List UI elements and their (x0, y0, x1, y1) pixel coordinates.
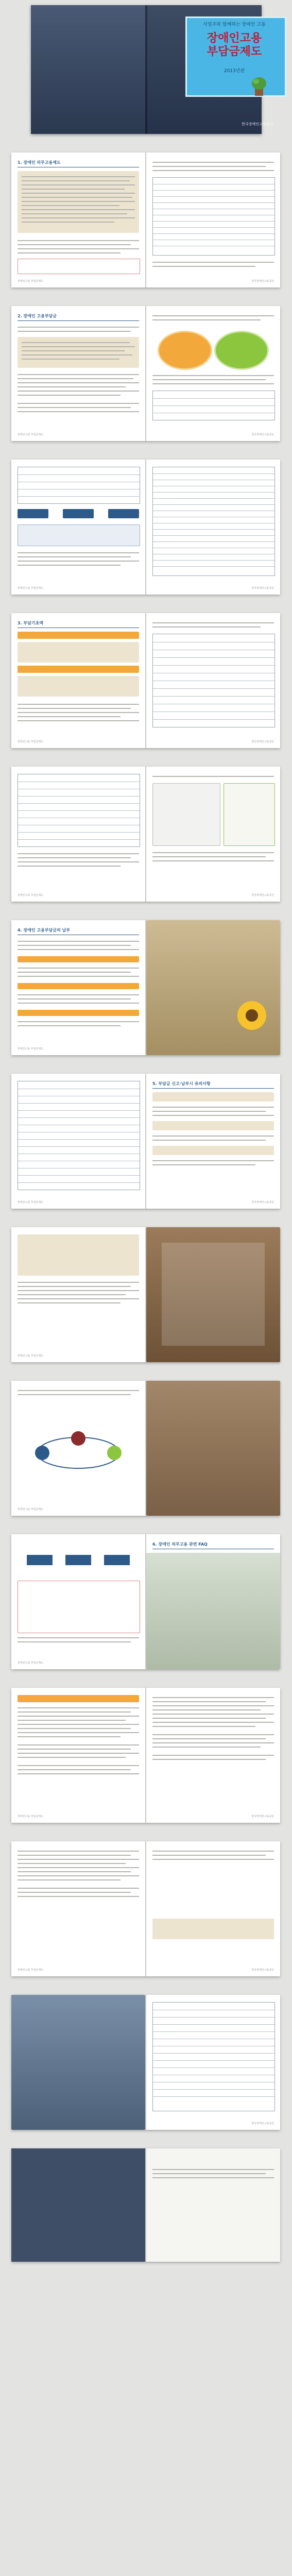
text-line (18, 1855, 131, 1856)
text-line (18, 1294, 126, 1295)
page-footer: 한국장애인고용공단 (251, 433, 274, 436)
cover-edition: 2013년판 (224, 69, 245, 74)
back-cover-inner (146, 2148, 280, 2262)
cover-spread (31, 5, 273, 134)
text-line (152, 1755, 274, 1756)
text-line (152, 2169, 274, 2170)
cover-subtitle: 사업주와 함께하는 장애인 고용 (203, 22, 266, 27)
spread-14 (11, 2148, 280, 2262)
form-sample (152, 783, 220, 846)
spread-8 (11, 1227, 280, 1362)
text-line (18, 1286, 131, 1287)
table-row (18, 810, 140, 811)
spread-11 (11, 1688, 280, 1823)
page-right (146, 1995, 280, 2130)
text-line (18, 720, 139, 721)
text-line (152, 1136, 274, 1137)
content-box (63, 509, 94, 518)
page-footer: 장애인고용 부담금제도 (18, 894, 43, 897)
text-line (18, 1867, 139, 1868)
page-left (11, 1227, 145, 1362)
text-line (18, 1637, 139, 1638)
text-line (22, 350, 125, 351)
text-line (18, 704, 139, 705)
text-line (18, 1875, 139, 1876)
text-line (22, 217, 135, 218)
page-footer: 한국장애인고용공단 (251, 894, 274, 897)
text-line (18, 1749, 131, 1750)
text-line (18, 1773, 139, 1774)
text-line (18, 949, 139, 950)
page-footer: 한국장애인고용공단 (251, 1201, 274, 1204)
text-line (18, 941, 139, 942)
text-line (152, 1111, 266, 1112)
spread-5 (11, 767, 280, 902)
text-line (152, 266, 255, 267)
cover-title (187, 32, 281, 59)
text-line (18, 968, 139, 969)
page-footer: 장애인고용 부담금제도 (18, 1969, 43, 1972)
text-line (18, 1302, 121, 1303)
table-row (18, 1110, 140, 1111)
table-row (153, 696, 274, 697)
section-heading: 6. 장애인 의무고용 관련 FAQ (152, 1541, 274, 1549)
text-line (18, 556, 131, 557)
page-left (11, 1841, 145, 1976)
text-line (152, 622, 274, 623)
table-row (153, 504, 274, 505)
text-line (152, 2177, 274, 2178)
page-left (11, 920, 145, 1055)
table-row (18, 496, 140, 497)
table-row (153, 190, 274, 191)
text-line (18, 391, 139, 392)
spread-12 (11, 1841, 280, 1976)
text-line (152, 1747, 261, 1748)
page-footer: 장애인고용 부담금제도 (18, 1047, 43, 1050)
text-line (22, 359, 119, 360)
text-line (18, 244, 131, 245)
table-row (153, 2096, 274, 2097)
text-line (18, 552, 139, 553)
text-line (18, 1025, 121, 1026)
text-line (152, 1107, 274, 1108)
text-line (152, 1859, 274, 1860)
text-line (152, 1851, 274, 1852)
page-footer: 한국장애인고용공단 (251, 587, 274, 590)
text-line (22, 222, 114, 223)
text-line (152, 1701, 266, 1702)
spread-10 (11, 1534, 280, 1669)
spread-2 (11, 306, 280, 441)
content-box (108, 509, 139, 518)
text-line (18, 976, 139, 977)
page-left (11, 1381, 145, 1516)
text-line (152, 2173, 266, 2174)
page-right (146, 460, 280, 595)
page-right (146, 1688, 280, 1823)
spread-1 (11, 152, 280, 287)
text-line (22, 193, 135, 194)
page-footer: 장애인고용 부담금제도 (18, 587, 43, 590)
text-line (18, 972, 131, 973)
content-box (18, 1234, 139, 1276)
table-row (153, 711, 274, 712)
text-line (152, 170, 274, 171)
plant-icon (247, 73, 271, 97)
text-line (152, 315, 274, 316)
content-box (18, 676, 139, 697)
table-row (153, 492, 274, 493)
page-footer: 장애인고용 부담금제도 (18, 1508, 43, 1511)
text-line (22, 176, 135, 177)
text-line (18, 866, 121, 867)
page-footer: 장애인고용 부담금제도 (18, 280, 43, 283)
page-footer: 한국장애인고용공단 (251, 280, 274, 283)
text-line (18, 716, 121, 717)
text-line (18, 1896, 139, 1897)
text-line (22, 197, 132, 198)
content-box (18, 632, 139, 639)
content-box (18, 1581, 140, 1633)
text-line (18, 565, 121, 566)
text-line (18, 407, 131, 408)
text-line (152, 1709, 261, 1710)
page-left (11, 1074, 145, 1209)
text-line (18, 994, 139, 995)
text-line (152, 1722, 274, 1723)
text-line (18, 1765, 139, 1766)
table-row (153, 719, 274, 720)
table-row (18, 1103, 140, 1104)
text-line (18, 857, 131, 858)
table-row (153, 196, 274, 197)
table-row (153, 405, 274, 406)
spread-13 (11, 1995, 280, 2130)
page-right (146, 1841, 280, 1976)
page-right (146, 1074, 280, 1209)
text-line (18, 403, 139, 404)
text-line (22, 184, 135, 185)
page-right (146, 1534, 280, 1669)
cover-title-line1: 장애인고용 (207, 32, 262, 45)
content-box (152, 1919, 274, 1939)
text-line (152, 319, 261, 320)
cover-spine (145, 5, 147, 134)
text-line (152, 166, 266, 167)
table-row (18, 1117, 140, 1118)
spread-7 (11, 1074, 280, 1209)
text-line (152, 1160, 274, 1161)
page-footer: 한국장애인고용공단 (251, 1815, 274, 1818)
page-footer: 장애인고용 부담금제도 (18, 1662, 43, 1665)
page-left (11, 613, 145, 748)
text-line (152, 1855, 266, 1856)
text-line (152, 379, 266, 380)
table-row (153, 529, 274, 530)
text-line (18, 386, 126, 387)
page-right (146, 306, 280, 441)
content-box (18, 1695, 139, 1702)
table-row (153, 2024, 274, 2025)
text-line (22, 342, 130, 343)
section-heading: 4. 장애인 고용부담금의 납부 (18, 927, 139, 935)
table-row (18, 1182, 140, 1183)
text-line (18, 1394, 131, 1395)
text-line (18, 248, 139, 249)
text-line (18, 1888, 139, 1889)
text-line (152, 856, 266, 857)
page-footer: 장애인고용 부담금제도 (18, 1815, 43, 1818)
note-box (18, 259, 140, 274)
text-line (152, 1759, 266, 1760)
spread-4 (11, 613, 280, 748)
text-line (18, 1298, 139, 1299)
page-left (11, 767, 145, 902)
text-line (18, 374, 139, 375)
orange-callout (158, 331, 212, 370)
text-line (152, 383, 274, 384)
text-line (152, 1164, 255, 1165)
table-row (153, 2060, 274, 2061)
table-row (153, 541, 274, 542)
text-line (152, 1718, 266, 1719)
text-line (18, 998, 131, 999)
text-line (18, 1720, 126, 1721)
text-line (18, 395, 121, 396)
table-row (153, 2067, 274, 2068)
green-callout (214, 331, 269, 370)
text-line (22, 213, 127, 214)
text-line (152, 626, 261, 628)
text-line (18, 252, 121, 253)
sunflower-icon (234, 997, 270, 1033)
text-line (18, 1711, 131, 1713)
text-line (18, 240, 139, 241)
table-row (18, 474, 140, 475)
table-row (153, 221, 274, 222)
page-left (11, 460, 145, 595)
text-line (18, 1728, 131, 1729)
text-line (152, 262, 274, 263)
text-line (18, 378, 133, 379)
photo-background (146, 920, 280, 1055)
data-table (152, 634, 275, 727)
table-row (18, 1175, 140, 1176)
section-heading: 5. 부담금 신고·납부시 유의사항 (152, 1081, 274, 1089)
text-line (22, 189, 125, 190)
page-footer: 한국장애인고용공단 (251, 2122, 274, 2125)
table-row (18, 1139, 140, 1140)
content-box (18, 1010, 139, 1016)
spread-9 (11, 1381, 280, 1516)
table-row (153, 2017, 274, 2018)
text-line (18, 1003, 139, 1004)
text-line (18, 1859, 139, 1860)
content-box (18, 956, 139, 962)
back-cover (11, 2148, 145, 2262)
text-line (18, 1757, 126, 1758)
table-row (153, 535, 274, 536)
text-line (22, 201, 135, 202)
text-line (18, 1744, 139, 1745)
section-heading: 3. 부담기초액 (18, 620, 139, 628)
text-line (152, 375, 274, 376)
table-row (18, 1146, 140, 1147)
content-box (18, 642, 139, 663)
page-footer: 장애인고용 부담금제도 (18, 1354, 43, 1358)
text-line (18, 1879, 121, 1880)
page-left (11, 1534, 145, 1669)
content-box (224, 783, 275, 846)
text-line (18, 1871, 131, 1872)
text-line (152, 162, 274, 163)
text-line (18, 1641, 131, 1642)
page-right (146, 1381, 280, 1516)
text-line (18, 945, 131, 946)
page-footer: 장애인고용 부담금제도 (18, 433, 43, 436)
text-line (22, 346, 135, 347)
text-line (152, 1140, 266, 1141)
text-line (152, 1705, 274, 1706)
text-line (18, 1716, 139, 1717)
section-heading: 1. 장애인 의무고용제도 (18, 160, 139, 167)
data-table (18, 467, 140, 504)
content-box (18, 666, 139, 673)
content-box (146, 1553, 280, 1669)
text-line (152, 776, 274, 777)
page-left (11, 306, 145, 441)
text-line (18, 1732, 139, 1733)
data-table (152, 391, 275, 420)
table-row (153, 233, 274, 234)
data-table (152, 2002, 275, 2111)
data-table (18, 1081, 140, 1190)
content-box (18, 524, 140, 546)
text-line (18, 1851, 139, 1852)
page-footer: 한국장애인고용공단 (251, 740, 274, 743)
text-line (22, 354, 132, 355)
text-line (18, 1769, 131, 1770)
content-box (152, 1121, 274, 1130)
table-row (153, 2053, 274, 2054)
page-right (146, 613, 280, 748)
text-line (18, 1724, 139, 1725)
page-right (146, 1227, 280, 1362)
text-line (18, 1021, 139, 1022)
text-line (18, 1390, 139, 1391)
flow-diagram (27, 1545, 130, 1575)
text-line (18, 1290, 139, 1291)
content-box (146, 1381, 280, 1516)
text-line (18, 382, 139, 383)
content-box (152, 1146, 274, 1155)
text-line (18, 1863, 126, 1864)
table-row (153, 227, 274, 228)
text-line (18, 853, 139, 854)
page-right (146, 152, 280, 287)
cover-back (31, 5, 145, 134)
section-heading: 2. 장애인 고용부담금 (18, 313, 139, 321)
data-table (18, 774, 140, 847)
content-box (18, 983, 139, 989)
text-line (152, 860, 274, 861)
table-row (18, 832, 140, 833)
cover-title-line2: 부담금제도 (207, 45, 262, 58)
content-box (18, 337, 139, 368)
spread-6 (11, 920, 280, 1055)
text-line (152, 1714, 274, 1715)
page-footer: 장애인고용 부담금제도 (18, 1201, 43, 1204)
text-line (152, 1738, 266, 1739)
text-line (152, 1697, 274, 1698)
table-row (18, 839, 140, 840)
text-line (18, 1892, 131, 1893)
text-line (18, 1736, 121, 1737)
text-line (152, 1726, 255, 1727)
spread-3 (11, 460, 280, 595)
page-right (146, 767, 280, 902)
text-line (18, 1282, 139, 1283)
text-line (152, 1734, 274, 1735)
table-row (153, 398, 274, 399)
text-line (18, 331, 131, 332)
content-box (162, 1243, 265, 1346)
data-table (152, 177, 275, 256)
table-row (153, 560, 274, 561)
table-row (153, 2031, 274, 2032)
text-line (18, 861, 139, 862)
table-row (153, 473, 274, 474)
table-row (18, 803, 140, 804)
text-line (18, 411, 139, 412)
page-footer: 장애인고용 부담금제도 (18, 740, 43, 743)
page-left (11, 1688, 145, 1823)
text-line (18, 712, 139, 713)
content-box (11, 1995, 145, 2130)
content-box (152, 1092, 274, 1101)
table-row (153, 657, 274, 658)
text-line (152, 852, 274, 853)
table-row (153, 665, 274, 666)
page-right (146, 920, 280, 1055)
text-line (18, 327, 139, 328)
table-row (153, 498, 274, 499)
data-table (152, 467, 275, 576)
cycle-diagram (32, 1432, 125, 1473)
table-row (153, 566, 274, 567)
page-left (11, 1995, 145, 2130)
text-line (18, 561, 139, 562)
text-line (22, 180, 130, 181)
text-line (152, 1115, 274, 1116)
table-row (153, 688, 274, 689)
page-footer: 한국장애인고용공단 (251, 1969, 274, 1972)
content-box (18, 509, 48, 518)
text-line (18, 1753, 139, 1754)
text-line (22, 205, 119, 206)
table-row (153, 2089, 274, 2090)
publisher-logo: 한국장애인고용공단 (242, 122, 273, 126)
text-line (18, 708, 131, 709)
text-line (18, 1707, 139, 1708)
table-row (153, 202, 274, 203)
text-line (152, 1742, 274, 1743)
page-left (11, 152, 145, 287)
text-line (22, 209, 135, 210)
